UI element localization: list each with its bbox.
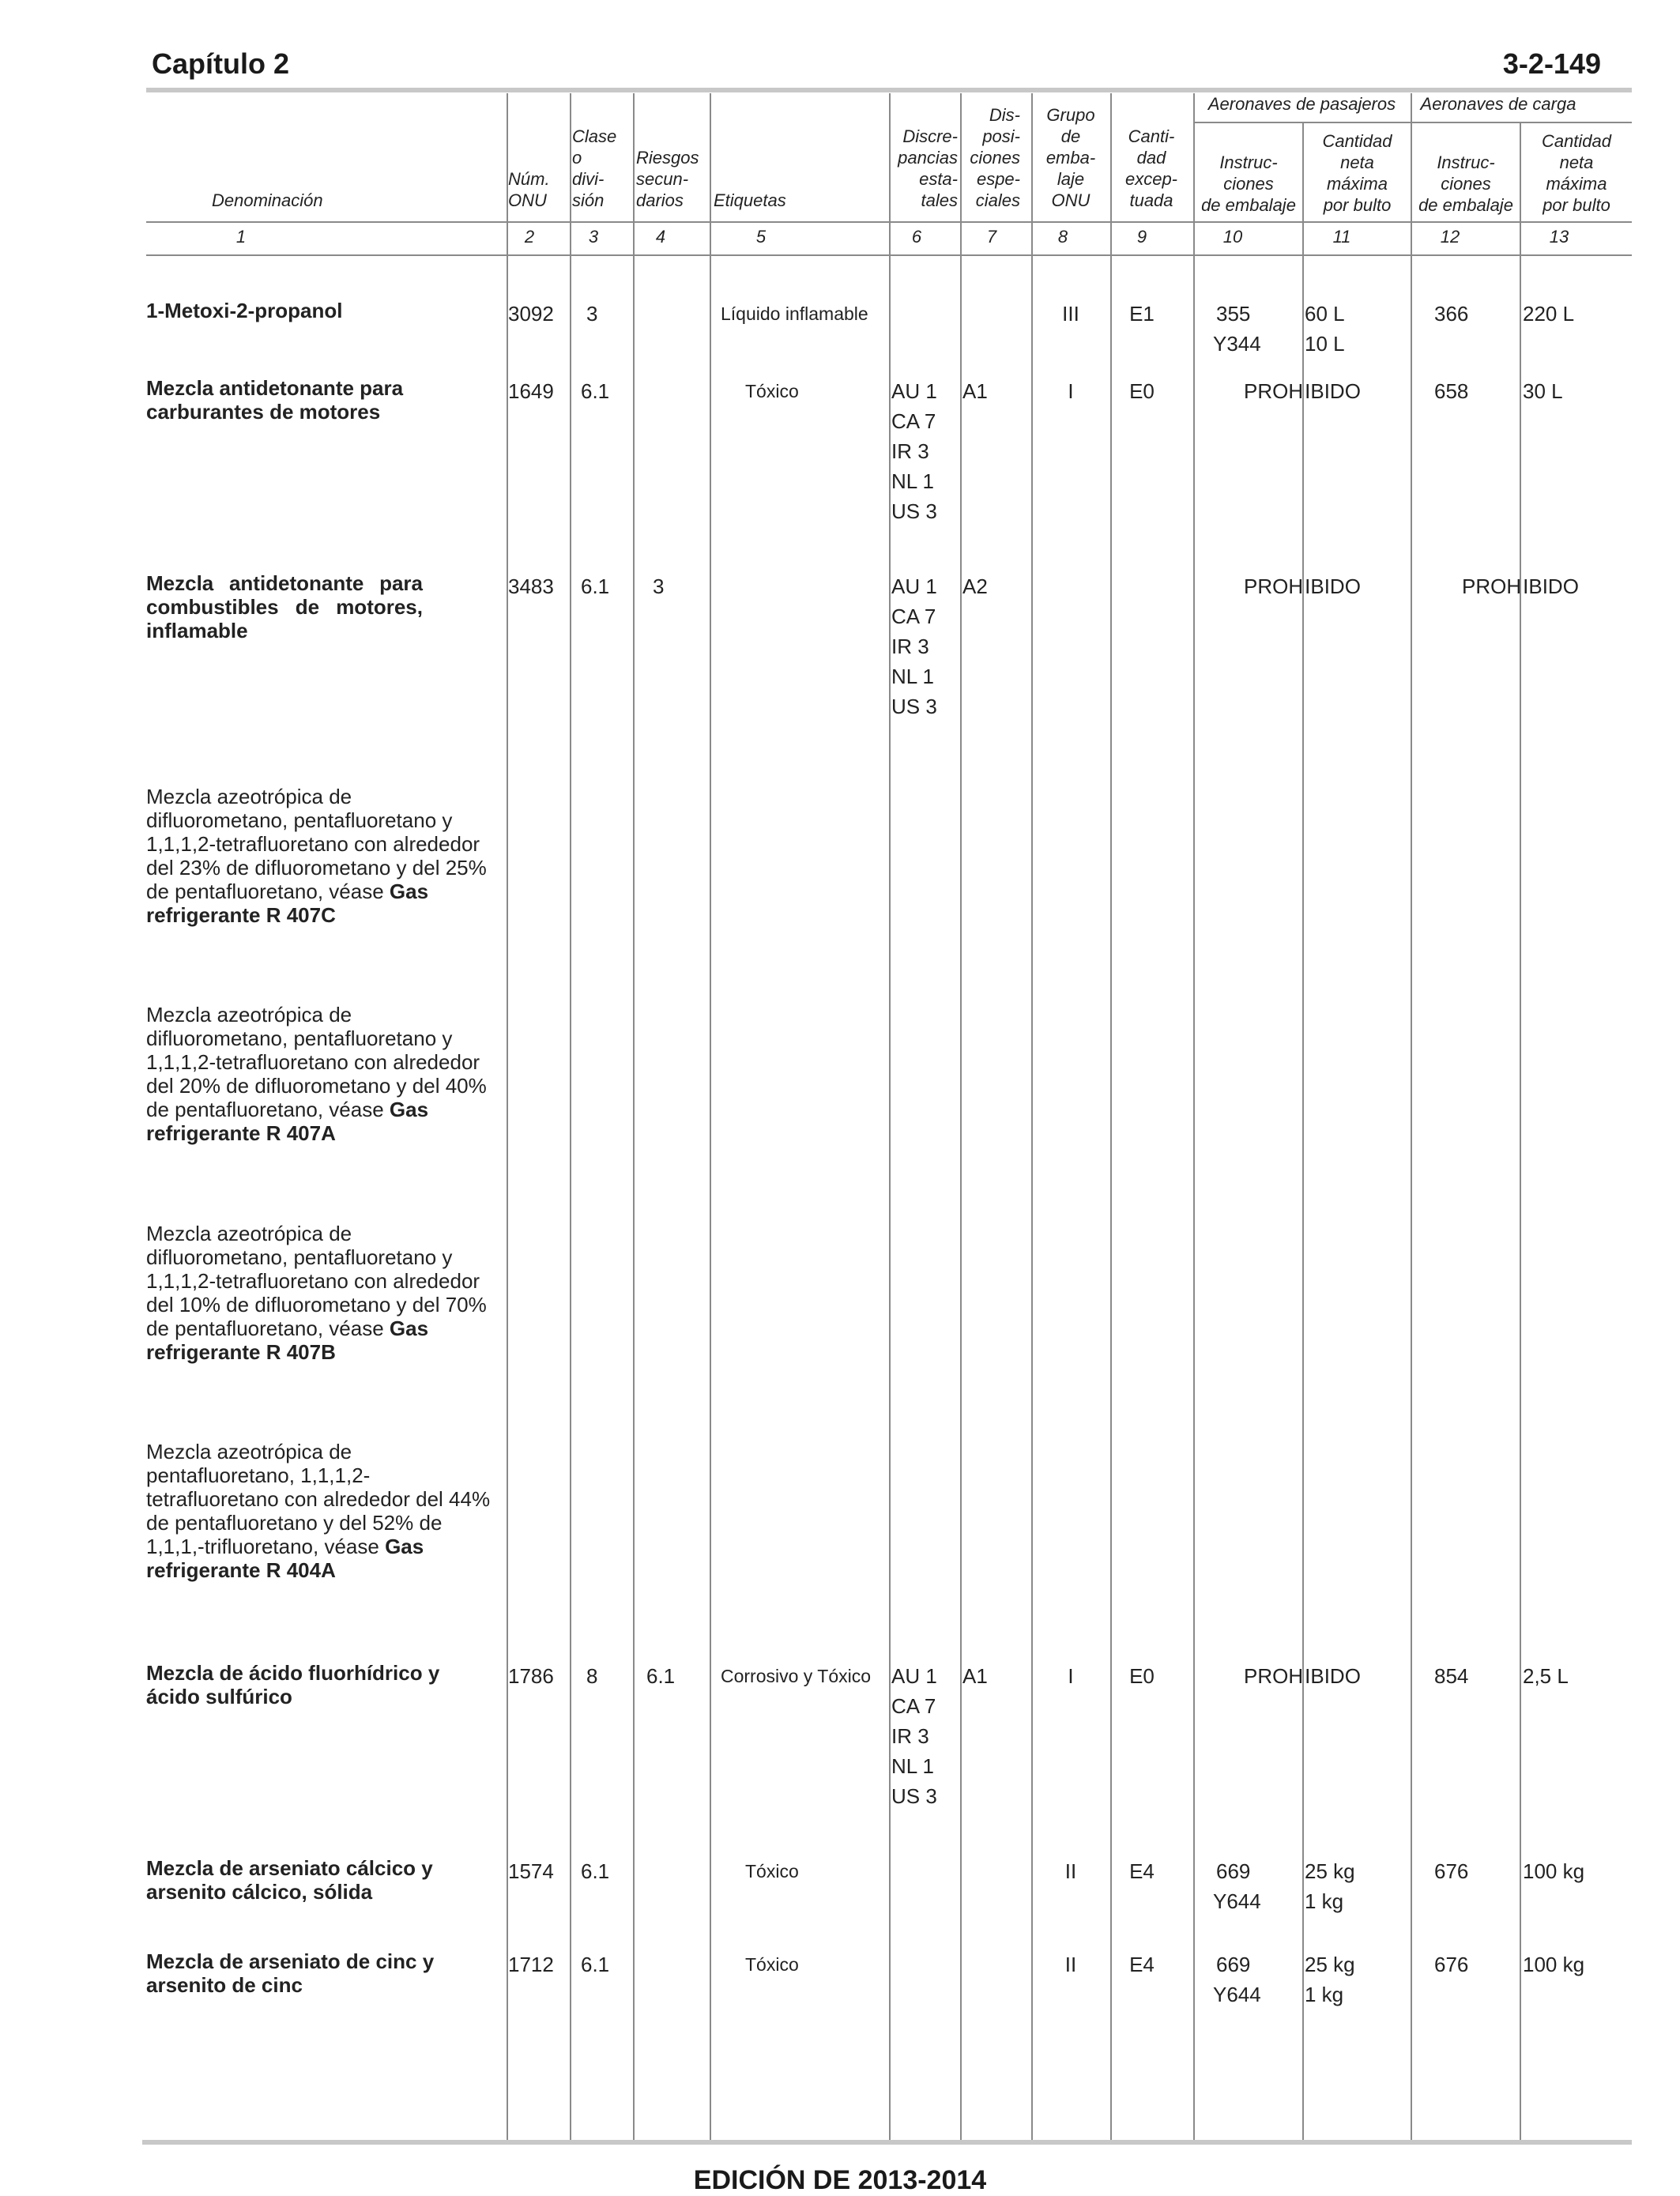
col-header-disposiciones: Dis- posi- ciones espe- ciales [970,105,1020,210]
group-header-passenger: Aeronaves de pasajeros [1207,94,1396,114]
row-pax-instructions: 669 Y644 [1213,1859,1261,1913]
row-class: 6.1 [581,1953,610,1976]
row-cargo-quantity: 220 L [1523,302,1575,326]
col-divider [889,93,891,2141]
row-packing-group: I [1068,379,1074,403]
col-number: 5 [755,227,767,247]
row-denominacion: Mezcla de arseniato cálcico y arsenito cálcico, sólida [146,1856,433,1904]
col-header-instrucciones-cargo: Instruc- ciones de embalaje [1418,153,1513,215]
col-header-etiquetas: Etiquetas [714,190,786,210]
row-subsidiary-risk: 3 [653,574,665,598]
row-pax-forbidden: PROHIBIDO [1244,379,1361,403]
row-label: Tóxico [745,1861,799,1881]
row-pax-quantity: 25 kg 1 kg [1305,1859,1355,1913]
row-pax-quantity: 25 kg 1 kg [1305,1953,1355,2006]
row-pax-forbidden: PROHIBIDO [1244,1664,1361,1688]
column-number-rule [146,254,1632,256]
col-header-discrepancias: Discre- pancias esta- tales [898,126,958,210]
col-divider [570,93,571,2141]
row-cargo-quantity: 30 L [1523,379,1563,403]
row-pax-instructions: 355 Y344 [1213,302,1261,356]
col-number: 9 [1136,227,1147,247]
cross-reference-entry: Mezcla azeotrópica de difluorometano, pentafluoretano y 1,1,1,2-tetrafluoretano con alrededor del 20% de difluorometano y del 40% de pentafluoretano, véase Gas refrigerante R 407A [146,1003,487,1145]
col-number: 6 [911,227,922,247]
row-excepted-qty: E1 [1129,302,1155,326]
row-class: 6.1 [581,1859,610,1883]
col-header-clase: Clase o divi- sión [572,126,617,210]
row-denominacion: 1-Metoxi-2-propanol [146,299,343,322]
group-header-cargo: Aeronaves de carga [1420,94,1576,114]
col-header-cantidad-pax: Cantidad neta máxima por bulto [1322,131,1392,215]
row-packing-group: II [1064,1953,1077,1976]
row-excepted-qty: E0 [1129,379,1155,403]
group-header-rule [1193,122,1632,123]
row-pax-forbidden: PROHIBIDO [1244,574,1361,598]
row-label: Corrosivo y Tóxico [721,1666,872,1686]
row-class: 6.1 [581,379,610,403]
header-rule [146,88,1632,92]
row-special-provisions: A1 [962,1664,988,1688]
row-cargo-quantity: 100 kg [1523,1859,1585,1883]
col-number: 11 [1332,227,1351,247]
chapter-title: Capítulo 2 [152,47,290,80]
col-number: 4 [655,227,666,247]
row-excepted-qty: E4 [1129,1859,1155,1883]
row-packing-group: I [1068,1664,1074,1688]
row-excepted-qty: E4 [1129,1953,1155,1976]
col-number: 12 [1440,227,1460,247]
row-packing-group: III [1062,302,1079,326]
row-label: Tóxico [745,1954,799,1975]
col-header-cantidad-exceptuada: Canti- dad excep- tuada [1124,126,1178,210]
col-number: 8 [1057,227,1068,247]
row-un-number: 3483 [508,574,554,598]
row-label: Líquido inflamable [721,303,868,324]
col-divider [1411,93,1412,2141]
col-number: 3 [588,227,599,247]
row-cargo-forbidden: PROHIBIDO [1462,574,1579,598]
col-header-denominacion: Denominación [212,190,323,210]
col-divider [1302,122,1304,2141]
row-un-number: 1649 [508,379,554,403]
row-cargo-quantity: 2,5 L [1523,1664,1569,1688]
footer-rule [142,2140,1632,2145]
col-number: 10 [1222,227,1243,247]
page-number: 3-2-149 [1502,47,1601,80]
row-cargo-instructions: 366 [1434,302,1469,326]
row-label: Tóxico [745,381,799,401]
edition-footer: EDICIÓN DE 2013-2014 [693,2165,987,2195]
row-denominacion: Mezcla de ácido fluorhídrico y ácido sulfúrico [146,1661,440,1708]
col-number: 13 [1549,227,1569,247]
row-class: 8 [586,1664,598,1688]
row-excepted-qty: E0 [1129,1664,1155,1688]
row-cargo-quantity: 100 kg [1523,1953,1585,1976]
row-pax-instructions: 669 Y644 [1213,1953,1261,2006]
row-un-number: 3092 [508,302,554,326]
row-class: 3 [586,302,598,326]
row-subsidiary-risk: 6.1 [646,1664,676,1688]
row-special-provisions: A1 [962,379,988,403]
row-state-variations: AU 1 CA 7 IR 3 NL 1 US 3 [891,574,937,718]
col-divider [1520,122,1521,2141]
column-header-rule [146,221,1632,223]
row-pax-quantity: 60 L 10 L [1305,302,1345,356]
col-divider [1193,93,1195,2141]
col-number: 7 [986,227,997,247]
row-un-number: 1574 [508,1859,554,1883]
row-cargo-instructions: 676 [1434,1859,1469,1883]
row-state-variations: AU 1 CA 7 IR 3 NL 1 US 3 [891,1664,937,1808]
cross-reference-entry: Mezcla azeotrópica de difluorometano, pentafluoretano y 1,1,1,2-tetrafluoretano con alrededor del 10% de difluorometano y del 70% de pentafluoretano, véase Gas refrigerante R 407B [146,1222,487,1364]
row-class: 6.1 [581,574,610,598]
row-cargo-instructions: 676 [1434,1953,1469,1976]
col-number: 2 [524,227,535,247]
col-number: 1 [235,227,247,247]
row-un-number: 1712 [508,1953,554,1976]
row-special-provisions: A2 [962,574,988,598]
row-state-variations: AU 1 CA 7 IR 3 NL 1 US 3 [891,379,937,523]
cross-reference-entry: Mezcla azeotrópica de difluorometano, pentafluoretano y 1,1,1,2-tetrafluoretano con alrededor del 23% de difluorometano y del 25% de pentafluoretano, véase Gas refrigerante R 407C [146,785,487,927]
cross-reference-entry: Mezcla azeotrópica de pentafluoretano, 1,1,1,2-tetrafluoretano con alrededor del 44% de pentafluoretano y del 52% de 1,1,1,-trifluoretano, véase Gas refrigerante R 404A [146,1440,491,1582]
col-divider [710,93,711,2141]
col-header-instrucciones-pax: Instruc- ciones de embalaje [1201,153,1296,215]
row-packing-group: II [1064,1859,1077,1883]
row-cargo-instructions: 854 [1434,1664,1469,1688]
row-denominacion: Mezcla de arseniato de cinc y arsenito de cinc [146,1949,435,1997]
col-header-grupo-embalaje: Grupo de emba- laje ONU [1045,105,1096,210]
col-header-riesgos: Riesgos secun- darios [636,148,699,210]
row-denominacion: Mezcla antidetonante para carburantes de motores [146,376,404,424]
col-divider [960,93,962,2141]
col-divider [633,93,635,2141]
row-cargo-instructions: 658 [1434,379,1469,403]
col-header-num-onu: Núm. ONU [508,169,550,210]
row-denominacion: Mezcla antidetonante para combustibles de motores, inflamable [146,571,423,642]
col-header-cantidad-cargo: Cantidad neta máxima por bulto [1541,131,1612,215]
row-un-number: 1786 [508,1664,554,1688]
